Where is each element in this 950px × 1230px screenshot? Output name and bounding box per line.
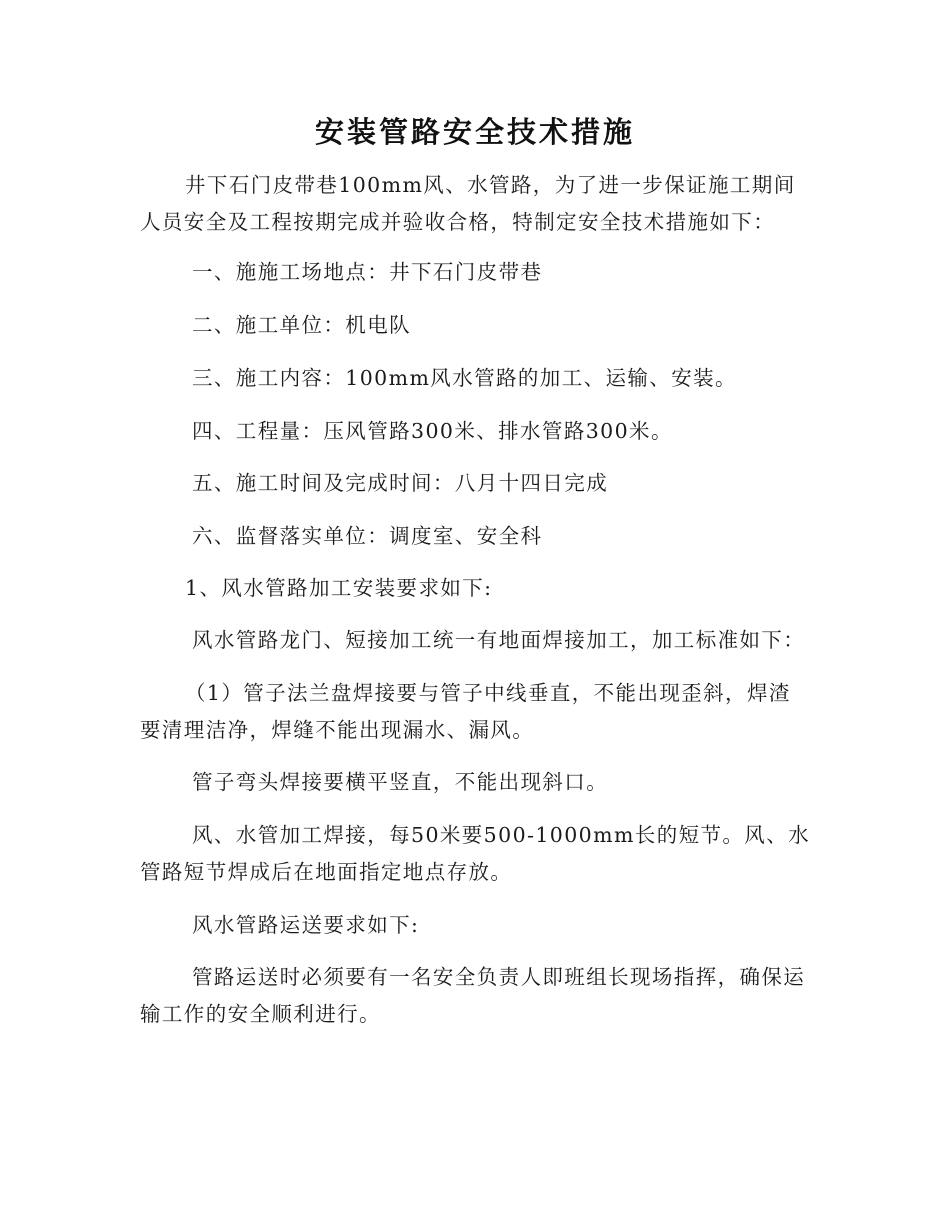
item-supervision: 六、监督落实单位：调度室、安全科 <box>192 524 543 548</box>
processing-standard-paragraph: 风水管路龙门、短接加工统一有地面焊接加工，加工标准如下： <box>192 628 806 652</box>
section-heading-processing: 1、风水管路加工安装要求如下: <box>185 576 493 600</box>
item-location: 一、施施工场地点：井下石门皮带巷 <box>192 260 543 284</box>
transport-paragraph: 管路运送时必须要有一名安全负责人即班组长现场指挥，确保运输工作的安全顺利进行。 <box>140 965 806 1026</box>
item-unit: 二、施工单位：机电队 <box>192 313 411 337</box>
item-content: 三、施工内容：100mm风水管路的加工、运输、安装。 <box>192 366 737 390</box>
section-heading-transport: 风水管路运送要求如下: <box>192 913 420 937</box>
flange-welding-paragraph: （1）管子法兰盘焊接要与管子中线垂直，不能出现歪斜，焊渣要清理洁净，焊缝不能出现漏水、漏风。 <box>140 681 791 742</box>
item-quantity: 四、工程量：压风管路300米、排水管路300米。 <box>192 419 673 443</box>
elbow-welding-paragraph: 管子弯头焊接要横平竖直，不能出现斜口。 <box>192 770 609 794</box>
intro-paragraph: 井下石门皮带巷100mm风、水管路，为了进一步保证施工期间人员安全及工程按期完成并验收合格，特制定安全技术措施如下： <box>140 173 796 234</box>
short-section-paragraph: 风、水管加工焊接，每50米要500-1000mm长的短节。风、水管路短节焊成后在地面指定地点存放。 <box>140 823 810 884</box>
document-title: 安装管路安全技术措施 <box>314 115 635 149</box>
item-schedule: 五、施工时间及完成时间：八月十四日完成 <box>192 471 609 495</box>
